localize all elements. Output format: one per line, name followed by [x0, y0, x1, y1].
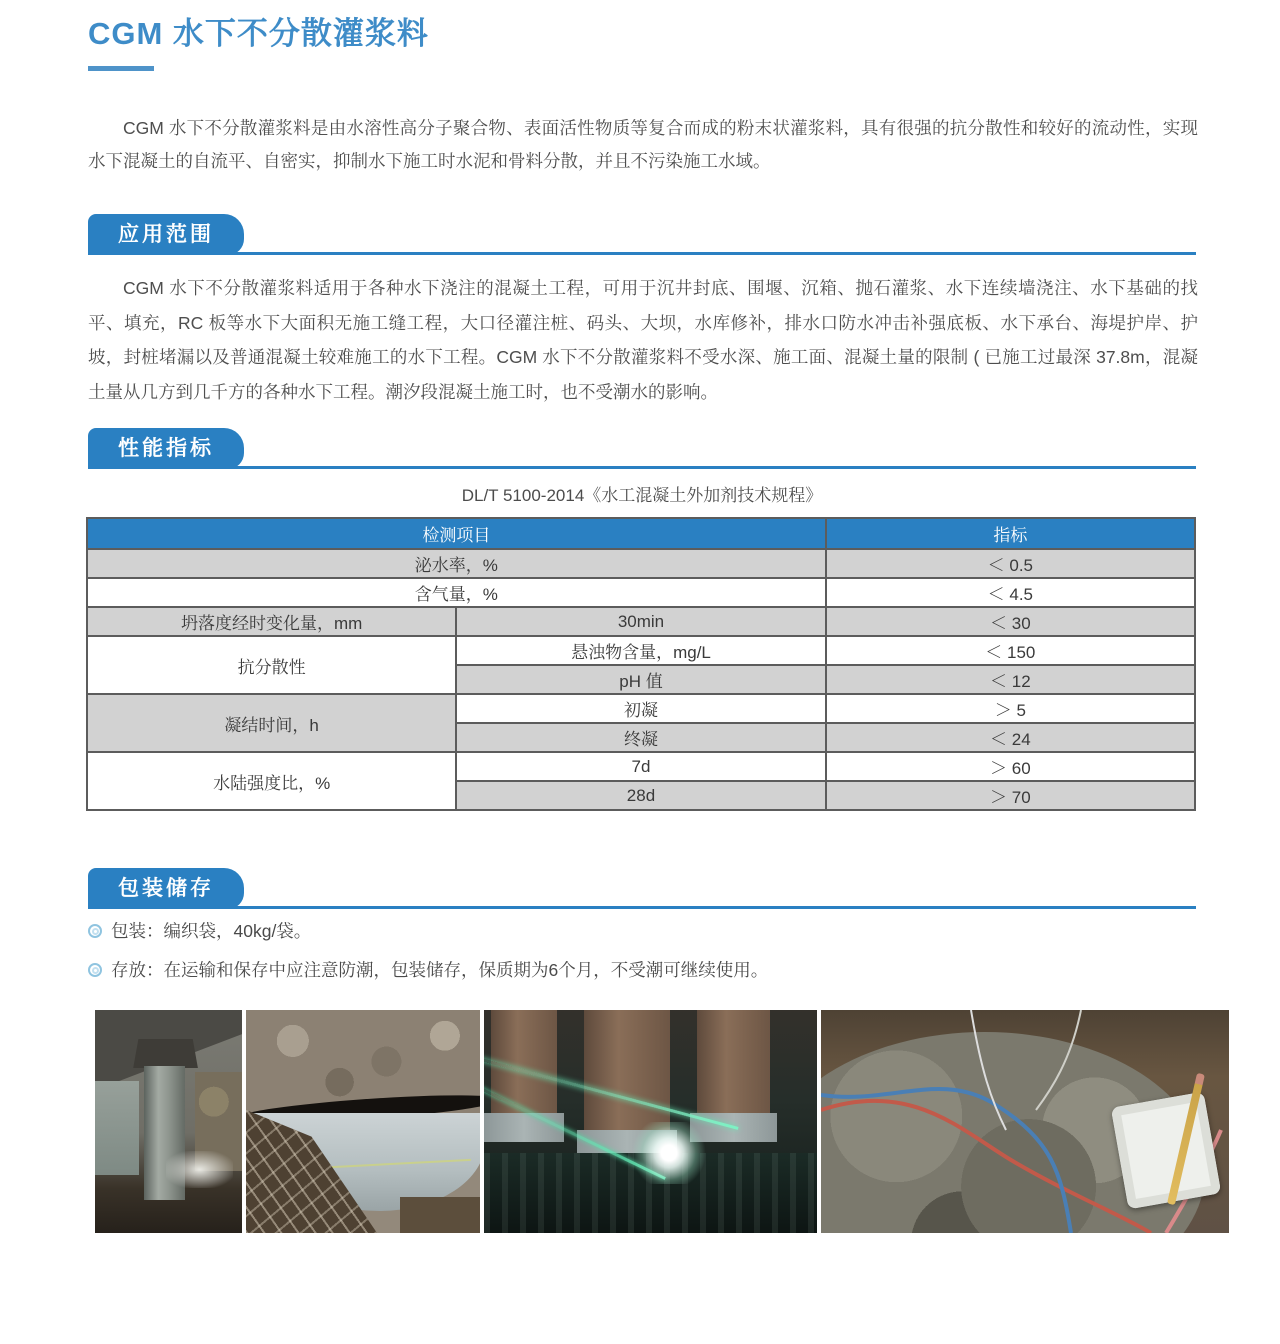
photo1-water [95, 1081, 139, 1175]
table-header-value: 指标 [826, 518, 1195, 549]
photo3-work-light [631, 1122, 707, 1184]
photo-night-laser-survey [484, 1010, 817, 1233]
photo-pier-base-closeup [246, 1010, 480, 1233]
application-paragraph: CGM 水下不分散灌浆料适用于各种水下浇注的混凝土工程，可用于沉井封底、围堰、沉箱、抛石灌浆、水下连续墙浇注、水下基础的找平、填充，RC 板等水下大面积无施工缝工程，大口径灌注桩、码头、大坝，水库修补，排水口防水冲击补强底板、水下承台、海堤护岸、护坡，封桩堵漏以及普通混凝土较难施工的水下工程。CGM 水下不分散灌浆料不受水深、施工面、混凝土量的限制 ( 已施工过最深 37.8m，混凝土量从几方到几千方的各种水下工程。潮汐段混凝土施工时，也不受潮水的影响。 [88, 278, 1198, 402]
table-cell-value: ＞ 5 [826, 694, 1195, 723]
ring-bullet-icon [88, 963, 102, 977]
table-cell-sub: 7d [456, 752, 825, 781]
photo1-pier-cap [133, 1039, 198, 1068]
table-cell-value: ＜ 150 [826, 636, 1195, 665]
table-cell-sub: 悬浊物含量，mg/L [456, 636, 825, 665]
table-cell-sub: 28d [456, 781, 825, 810]
table-row [87, 578, 1195, 607]
table-cell-value: ＞ 70 [826, 781, 1195, 810]
page-title: CGM 水下不分散灌浆料 [88, 16, 429, 51]
section-tab-packaging: 包装储存 [88, 868, 244, 909]
packaging-bullets [88, 918, 1198, 996]
photo-cofferdam-excavation [821, 1010, 1229, 1233]
table-row [87, 607, 1195, 636]
table-cell-group: 抗分散性 [87, 636, 456, 694]
photo3-pier-column [584, 1010, 671, 1135]
standard-caption: DL/T 5100-2014《水工混凝土外加剂技术规程》 [461, 486, 823, 505]
table-cell-group: 水陆强度比，% [87, 752, 456, 810]
table-cell-sub: 30min [456, 607, 825, 636]
table-cell-value: ＜ 0.5 [826, 549, 1195, 578]
section-tab-application: 应用范围 [88, 214, 244, 255]
photo-bridge-pier [95, 1010, 242, 1233]
bullet-item [88, 918, 1198, 944]
table-cell-item: 泌水率，% [87, 549, 826, 578]
table-cell-item: 坍落度经时变化量，mm [87, 607, 456, 636]
table-cell-group: 凝结时间，h [87, 694, 456, 752]
section-header-application [88, 214, 1196, 255]
table-cell-sub: 终凝 [456, 723, 825, 752]
table-cell-item: 含气量，% [87, 578, 826, 607]
table-cell-sub: pH 值 [456, 665, 825, 694]
section-header-performance [88, 428, 1196, 469]
photo1-grout-splash [166, 1151, 234, 1189]
photo3-pier-collar [484, 1113, 564, 1142]
table-row [87, 636, 1195, 665]
table-cell-value: ＜ 30 [826, 607, 1195, 636]
intro-paragraph: CGM 水下不分散灌浆料是由水溶性高分子聚合物、表面活性物质等复合而成的粉末状灌浆料，具有很强的抗分散性和较好的流动性，实现水下混凝土的自流平、自密实，抑制水下施工时水泥和骨料分散，并且不污染施工水域。 [88, 118, 1198, 171]
bullet-text: 包装：编织袋，40kg/袋。 [111, 921, 312, 941]
section-header-packaging [88, 868, 1196, 909]
table-row [87, 752, 1195, 781]
table-row [87, 694, 1195, 723]
photo3-pier-column [697, 1010, 770, 1117]
project-photo-strip [95, 1010, 1230, 1233]
ring-bullet-icon [88, 924, 102, 938]
photo2-gravel-right [400, 1197, 480, 1233]
bullet-item [88, 957, 1198, 983]
table-header-item: 检测项目 [87, 518, 826, 549]
table-cell-value: ＜ 24 [826, 723, 1195, 752]
table-cell-sub: 初凝 [456, 694, 825, 723]
table-cell-value: ＜ 4.5 [826, 578, 1195, 607]
title-underline [88, 66, 154, 71]
photo4-white-tray [1111, 1092, 1221, 1209]
table-row [87, 549, 1195, 578]
table-header-row [87, 518, 1195, 549]
bullet-text: 存放：在运输和保存中应注意防潮，包装储存，保质期为6个月，不受潮可继续使用。 [111, 960, 769, 980]
table-cell-value: ＞ 60 [826, 752, 1195, 781]
table-cell-value: ＜ 12 [826, 665, 1195, 694]
section-tab-performance: 性能指标 [88, 428, 244, 469]
performance-table [86, 517, 1196, 811]
